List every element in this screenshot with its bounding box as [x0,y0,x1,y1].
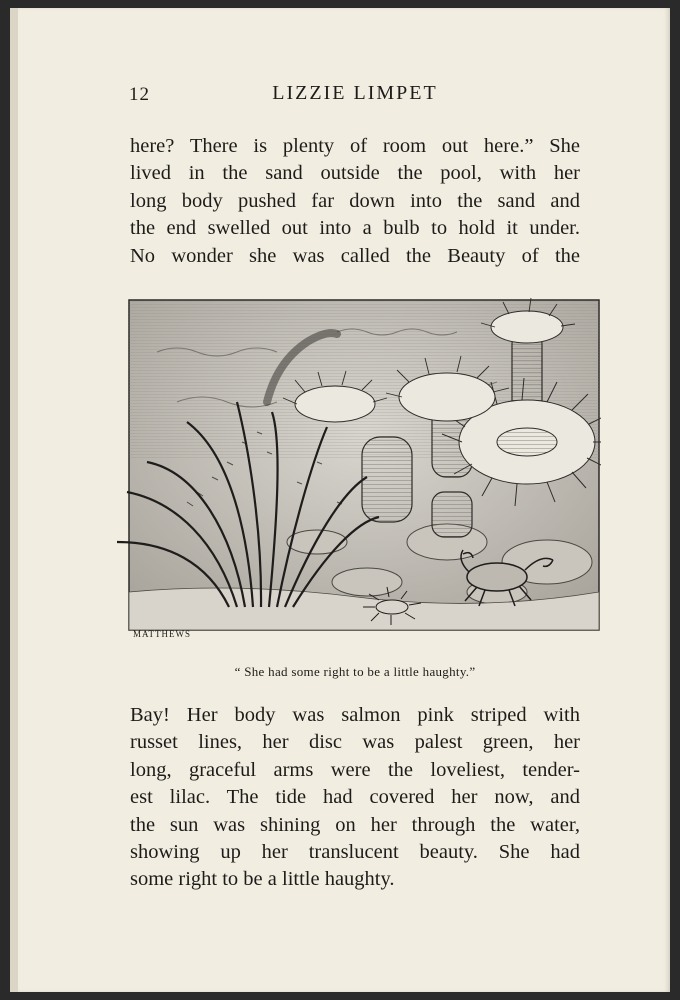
page-edge [10,8,18,992]
text-line: here? There is plenty of room out here.” She [130,135,580,157]
text-line: russet lines, her disc was palest green, her [130,731,580,754]
running-title: LIZZIE LIMPET [272,82,438,104]
text-line: Bay! Her body was salmon pink striped with [130,704,580,726]
paragraph-top [130,133,580,270]
paragraph-bottom [130,702,580,894]
text-line: est lilac. The tide had covered her now, and [130,786,580,809]
text-line: long, graceful arms were the loveliest, tender- [130,758,580,781]
text-line: the sun was shining on her through the water, [130,813,580,836]
text-line: some right to be a little haughty. [130,868,395,891]
sea-anemone-illustration [117,292,601,652]
illustration-caption: “ She had some right to be a little haughty.” [234,664,476,679]
text-line: showing up her translucent beauty. She had [130,841,580,864]
text-line: long body pushed far down into the sand and [130,189,580,212]
book-page [10,8,670,992]
text-line: the end swelled out into a bulb to hold it under. [130,217,580,240]
page-number: 12 [129,84,150,105]
text-line: No wonder she was called the Beauty of the [130,244,580,267]
artist-signature: MATTHEWS [133,629,191,639]
text-line: lived in the sand outside the pool, with her [130,162,580,185]
